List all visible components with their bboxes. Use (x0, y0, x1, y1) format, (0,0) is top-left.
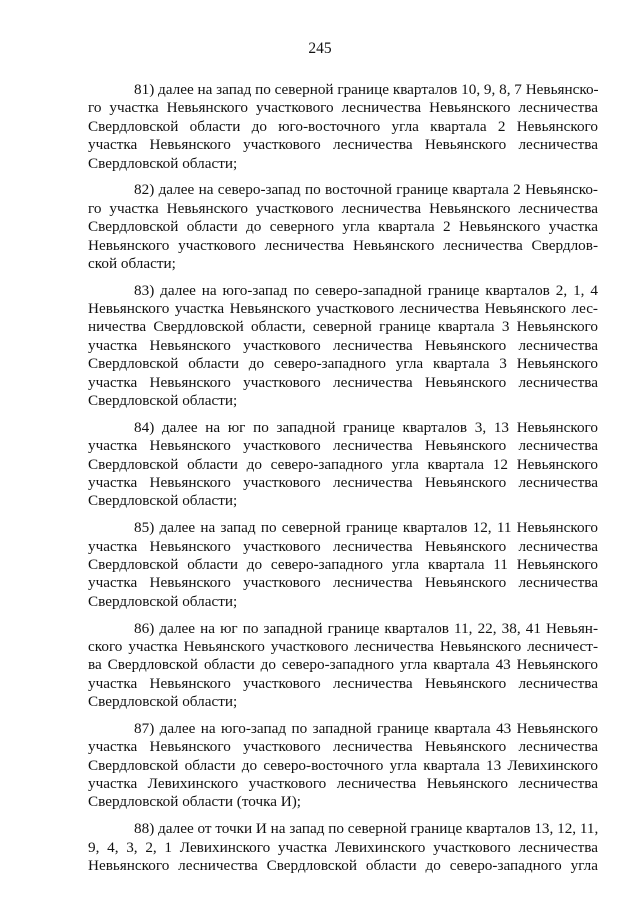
paragraph-line: 86) далее на юг по западной границе кварталов 11, 22, 38, 41 Невьян- (134, 619, 598, 637)
paragraph-line: участка Невьянского участкового лесничества Невьянского лесничества (88, 373, 598, 391)
paragraph-line: 9, 4, 3, 2, 1 Левихинского участка Левихинского участкового лесничества (88, 838, 598, 856)
paragraph-line: Свердловской области до юго-восточного угла квартала 2 Невьянского (88, 117, 598, 135)
paragraph-line: 88) далее от точки И на запад по северной границе кварталов 13, 12, 11, (134, 820, 599, 838)
paragraph-line: ва Свердловской области до северо-западного угла квартала 43 Невьянского (88, 656, 598, 674)
paragraph-line: Невьянского лесничества Свердловской области до северо-западного угла (88, 856, 598, 874)
paragraph (88, 81, 598, 173)
paragraph-gap (88, 511, 598, 519)
paragraph-line: 87) далее на юго-запад по западной границе квартала 43 Невьянского (134, 719, 598, 737)
page-number: 245 (308, 40, 332, 57)
paragraph-line: участка Невьянского участкового лесничества Невьянского лесничества (88, 473, 598, 491)
paragraph-line: 82) далее на северо-запад по восточной границе квартала 2 Невьянско- (134, 181, 598, 199)
paragraph-line: Невьянского участка Невьянского участкового лесничества Невьянского лес- (88, 300, 598, 318)
paragraph (88, 720, 598, 812)
paragraph-line: ской области; (88, 254, 176, 272)
paragraph-line: Свердловской области до северо-западного угла квартала 3 Невьянского (88, 355, 598, 373)
paragraph-line: участка Невьянского участкового лесничества Невьянского лесничества (88, 437, 598, 455)
paragraph-gap (88, 273, 598, 281)
paragraph-line: участка Невьянского участкового лесничества Невьянского лесничества (88, 574, 598, 592)
paragraph-line: Свердловской области; (88, 392, 238, 410)
paragraph-line: 84) далее на юг по западной границе кварталов 3, 13 Невьянского (134, 418, 598, 436)
paragraph-line: участка Левихинского участкового лесничества Невьянского лесничества (88, 775, 598, 793)
paragraph-line: го участка Невьянского участкового лесничества Невьянского лесничества (88, 99, 598, 117)
paragraph-line: Невьянского участкового лесничества Невьянского лесничества Свердлов- (88, 236, 598, 254)
paragraph-line: участка Невьянского участкового лесничества Невьянского лесничества (88, 674, 598, 692)
paragraph-line: Свердловской области; (88, 492, 238, 510)
paragraph (88, 519, 598, 611)
paragraph-gap (88, 611, 598, 619)
document-body (88, 81, 598, 875)
paragraph (88, 620, 598, 712)
paragraph-line: Свердловской области до северо-западного угла квартала 11 Невьянского (88, 555, 598, 573)
paragraph-line: участка Невьянского участкового лесничества Невьянского лесничества (88, 136, 598, 154)
paragraph-line: Свердловской области до северного угла квартала 2 Невьянского участка (88, 218, 598, 236)
paragraph-gap (88, 410, 598, 418)
paragraph-line: 81) далее на запад по северной границе кварталов 10, 9, 8, 7 Невьянско- (134, 81, 599, 98)
paragraph-gap (88, 711, 598, 719)
paragraph-line: го участка Невьянского участкового лесничества Невьянского лесничества (88, 199, 598, 217)
paragraph-line: Свердловской области; (88, 154, 238, 172)
paragraph (88, 181, 598, 273)
paragraph-line: ничества Свердловской области, северной границе квартала 3 Невьянского (88, 318, 598, 336)
paragraph-line: Свердловской области до северо-западного угла квартала 12 Невьянского (88, 455, 598, 473)
paragraph (88, 282, 598, 411)
paragraph-gap (88, 812, 598, 820)
paragraph-line: участка Невьянского участкового лесничества Невьянского лесничества (88, 336, 598, 354)
paragraph-line: Свердловской области; (88, 693, 238, 711)
paragraph-line: Свердловской области (точка И); (88, 793, 302, 811)
paragraph-line: 85) далее на запад по северной границе кварталов 12, 11 Невьянского (134, 519, 598, 537)
paragraph-line: участка Невьянского участкового лесничества Невьянского лесничества (88, 537, 598, 555)
paragraph-line: Свердловской области; (88, 592, 238, 610)
paragraph (88, 820, 598, 875)
paragraph-line: 83) далее на юго-запад по северо-западной границе кварталов 2, 1, 4 (134, 281, 598, 299)
paragraph-gap (88, 173, 598, 181)
paragraph-line: ского участка Невьянского участкового лесничества Невьянского лесничест- (88, 637, 598, 655)
paragraph-line: Свердловской области до северо-восточного угла квартала 13 Левихинского (88, 756, 598, 774)
paragraph-line: участка Невьянского участкового лесничества Невьянского лесничества (88, 738, 598, 756)
paragraph (88, 419, 598, 511)
